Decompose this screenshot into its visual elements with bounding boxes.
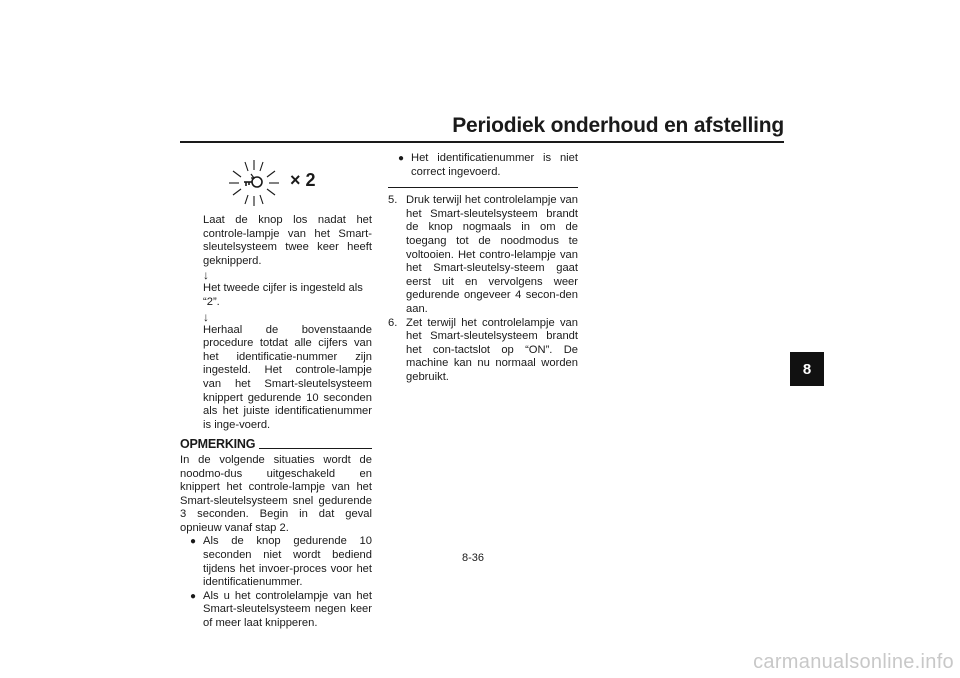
immobilizer-key-flash-icon <box>227 158 281 208</box>
step-number: 6. <box>388 316 398 329</box>
list-item-text: Het identificatienummer is niet correct ingevoerd. <box>411 152 578 178</box>
down-arrow-icon: ↓ <box>203 268 209 283</box>
step-text: Zet terwijl het controlelampje van het Smart-sleutelsysteem brandt het con-tactslot op “ON”. De machine kan nu normaal worden gebruikt. <box>406 316 578 383</box>
bullet-icon: ● <box>398 153 405 164</box>
instruction-release-button: Laat de knop los nadat het controle-lampje van het Smart-sleutelsysteem twee keer heeft geknipperd. <box>203 214 372 267</box>
page-title: Periodiek onderhoud en afstelling <box>452 114 784 137</box>
list-item-text: Als de knop gedurende 10 seconden niet wordt bediend tijdens het invoer-proces voor het identificatienummer. <box>203 535 372 589</box>
list-item <box>180 535 372 589</box>
note-rule <box>259 448 372 449</box>
step-item <box>388 194 578 316</box>
note-title: OPMERKING <box>180 437 256 452</box>
times-label: × 2 <box>290 170 316 190</box>
page-number: 8-36 <box>462 552 485 564</box>
watermark-text: carmanualsonline.info <box>753 651 954 673</box>
list-item <box>388 152 578 179</box>
note-heading <box>180 438 372 452</box>
chapter-tab: 8 <box>790 352 824 386</box>
bullet-icon: ● <box>190 590 197 602</box>
header-rule <box>180 141 784 143</box>
instruction-second-digit: Het tweede cijfer is ingesteld als “2”. <box>203 282 363 308</box>
list-item <box>180 590 372 631</box>
illustration <box>180 152 372 214</box>
down-arrow-icon: ↓ <box>203 309 209 324</box>
note-end-rule <box>388 187 578 188</box>
left-column <box>180 152 372 631</box>
watermark <box>700 650 960 678</box>
step-item <box>388 317 578 385</box>
list-item-text: Als u het controlelampje van het Smart-sleutelsysteem negen keer of meer laat knipperen. <box>203 589 372 630</box>
step-text: Druk terwijl het controlelampje van het Smart-sleutelsysteem brandt de knop nogmaals in om de toegang tot de noodmodus te voltooien. Het contro-lelampje van het Smart-sleutelsy-steem gaat eerst uit en vervolgens weer gedurende ongeveer 4 secon-den aan. <box>406 194 578 315</box>
step-number: 5. <box>388 194 398 207</box>
note-text: In de volgende situaties wordt de noodmo-dus uitgeschakeld en knippert het controle-lampje van het Smart-sleutelsysteem snel gedurende 3 seconden. Begin in dat geval opnieuw vanaf stap 2. <box>180 453 372 534</box>
bullet-icon: ● <box>190 536 197 548</box>
instruction-repeat: Herhaal de bovenstaande procedure totdat alle cijfers van het identificatie-nummer zijn ingesteld. Het controle-lampje van het Smart-sleutelsysteem knippert gedurende 10 seconden als het juiste identificatienummer is inge-voerd. <box>203 323 372 431</box>
right-column <box>388 152 578 385</box>
